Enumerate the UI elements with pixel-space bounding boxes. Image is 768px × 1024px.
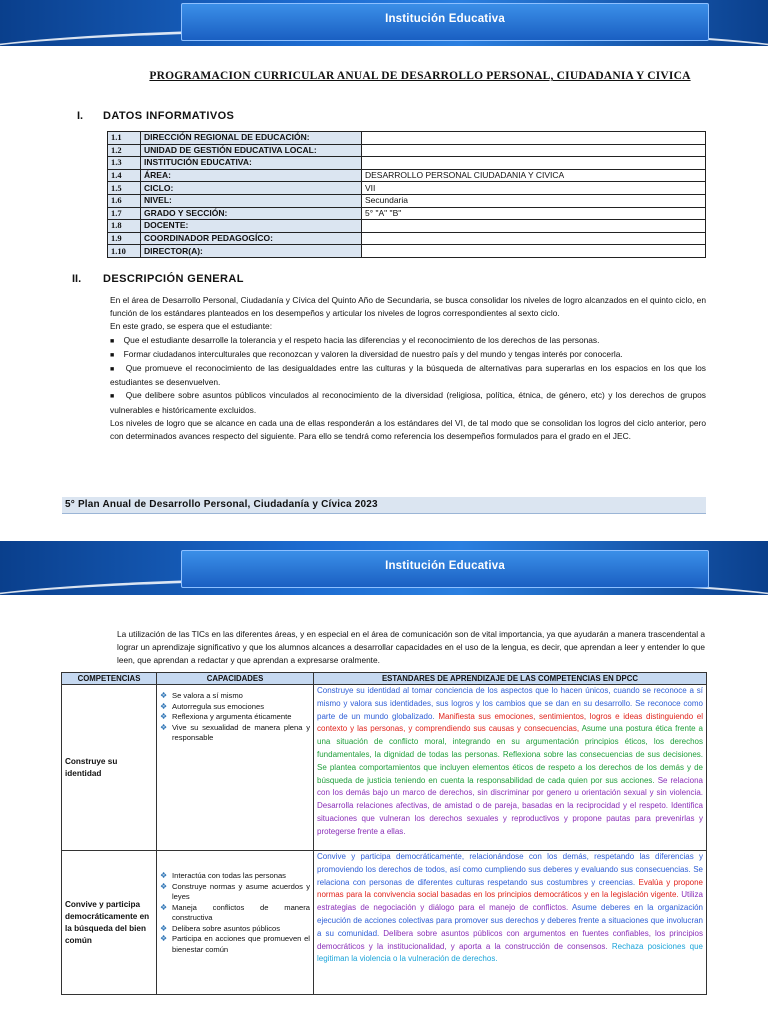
estandar-segment: Asume deberes en la organización ejecución de acciones colectivas para promover sus derechos y deberes frente a situaciones que involucran a su comunidad.: [317, 903, 704, 938]
competencia-cell: Convive y participa democráticamente en la búsqueda del bien común: [62, 851, 157, 995]
square-bullet-icon: ■: [110, 351, 115, 359]
capacidad-text: Interactúa con todas las personas: [172, 871, 286, 880]
info-row: [108, 144, 706, 157]
row-label: NIVEL:: [141, 194, 362, 207]
diamond-bullet-icon: ❖: [160, 881, 168, 891]
description-bullet: [110, 362, 706, 389]
row-number: 1.9: [108, 232, 141, 245]
estandar-segment: Convive y participa democráticamente, relacionándose con los demás, respetando las diferencias y promoviendo los derechos de todos, así como cumpliendo sus deberes y evaluando sus consecuencias. Se relaciona con personas de diferentes culturas respetando sus costumbres y creencias.: [317, 852, 703, 887]
header-banner: [0, 0, 768, 46]
square-bullet-icon: ■: [110, 366, 115, 374]
row-label: GRADO Y SECCIÓN:: [141, 207, 362, 220]
row-value: [362, 144, 706, 157]
diamond-bullet-icon: ❖: [160, 701, 168, 711]
row-label: ÁREA:: [141, 169, 362, 182]
estandar-segment: Manifiesta sus emociones, sentimientos, logros e ideas distinguiendo el contexto y las personas, y comprendiendo sus causas y consecuencias,: [317, 711, 703, 734]
row-number: 1.3: [108, 157, 141, 170]
description-bullets: [110, 334, 706, 417]
estandar-segment: Asume una postura ética frente a una situación de conflicto moral, integrando en su argumentación principios éticos, los derechos fundamentales, la dignidad de todas las personas.: [317, 724, 703, 759]
description-bullet: [110, 348, 706, 362]
square-bullet-icon: ■: [110, 393, 115, 401]
diamond-bullet-icon: ❖: [160, 923, 168, 933]
banner-title-box: [181, 3, 709, 41]
info-row: [108, 245, 706, 258]
row-label: DIRECCIÓN REGIONAL DE EDUCACIÓN:: [141, 132, 362, 145]
capacidad-text: Se valora a sí mismo: [172, 691, 243, 700]
row-number: 1.6: [108, 194, 141, 207]
info-row: [108, 194, 706, 207]
row-label: CICLO:: [141, 182, 362, 195]
diamond-bullet-icon: ❖: [160, 871, 168, 880]
info-row: [108, 207, 706, 220]
capacidad-item: [160, 882, 310, 903]
plan-title: 5° Plan Anual de Desarrollo Personal, Ciudadanía y Cívica 2023: [65, 499, 378, 510]
info-row: [108, 232, 706, 245]
row-value: VII: [362, 182, 706, 195]
bullet-text: Que el estudiante desarrolle la tolerancia y el respeto hacia las diferencias y el reconocimiento de los derechos de las personas.: [123, 334, 600, 345]
estandar-segment: Se relaciona con los demás bajo un marco de derechos, sin discriminar por genero u orientación sexual y sin violencia. Desarrolla relaciones afectivas, de amistad o de pareja, basadas en la reciprocidad y el respeto. Identifica situaciones que vulneran los derechos sexuales y reproductivos y propone pautas para prevenirlas y protegerse frente a ellas.: [317, 775, 703, 836]
description-block: [110, 294, 706, 443]
info-row: [108, 220, 706, 233]
row-number: 1.5: [108, 182, 141, 195]
capacidad-item: [160, 903, 310, 924]
info-row: [108, 132, 706, 145]
banner-title-box: [181, 550, 709, 588]
intro-paragraph: La utilización de las TICs en las diferentes áreas, y en especial en el área de comunicación son de vital importancia, ya que ayudarán a manera trascendental a lograr un aprendizaje significativo y que los alumnos alcances a desarrollar capacidades en el uso de la lengua, es decir, que aprendan a leer y entender lo que leen, que aprendan a redactar y que aprendan a expresarse oralmente.: [117, 629, 705, 666]
bullet-text: Que delibere sobre asuntos públicos vinculados al reconocimiento de la diversidad (religiosa, política, étnica, de género, etc) y los derechos de grupos vulnerables e históricamente excluidos.: [110, 390, 706, 415]
estandar-segment: Delibera sobre asuntos públicos con argumentos en fuentes confiables, los principios democráticos y la institucionalidad, y aporta a la construcción de consensos.: [317, 928, 703, 951]
diamond-bullet-icon: ❖: [160, 902, 168, 912]
row-value: [362, 132, 706, 145]
row-label: COORDINADOR PEDAGOGÍCO:: [141, 232, 362, 245]
row-number: 1.4: [108, 169, 141, 182]
description-paragraph: En este grado, se espera que el estudiante:: [110, 321, 273, 332]
section-number: II.: [72, 273, 82, 285]
row-label: DIRECTOR(A):: [141, 245, 362, 258]
section-title: DESCRIPCIÓN GENERAL: [103, 273, 244, 285]
info-row: [108, 182, 706, 195]
description-paragraph: En el área de Desarrollo Personal, Ciudadanía y Cívica del Quinto Año de Secundaria, se busca consolidar los niveles de logro alcanzados en el quinto ciclo, en función de los estándares planteados en los desempeños y articular los niveles de logros correspondientes al sexto ciclo.: [110, 295, 706, 319]
diamond-bullet-icon: ❖: [160, 712, 168, 721]
capacidad-item: [160, 702, 310, 713]
capacidad-text: Participa en acciones que promueven el bienestar común: [172, 934, 310, 954]
square-bullet-icon: ■: [110, 337, 115, 345]
column-header: CAPACIDADES: [157, 673, 314, 685]
capacidades-cell: [157, 851, 314, 995]
institution-title: Institución Educativa: [385, 560, 505, 572]
capacidad-text: Vive su sexualidad de manera plena y responsable: [172, 722, 310, 742]
capacidad-item: [160, 712, 310, 723]
row-number: 1.10: [108, 245, 141, 258]
description-bullet: [110, 389, 706, 416]
table-header-row: [62, 673, 707, 685]
row-value: Secundaria: [362, 194, 706, 207]
row-label: INSTITUCIÓN EDUCATIVA:: [141, 157, 362, 170]
bullet-text: Formar ciudadanos interculturales que reconozcan y valoren la diversidad de nuestro país y del mundo y tengas interés por conocerla.: [123, 348, 623, 359]
info-row: [108, 169, 706, 182]
row-number: 1.7: [108, 207, 141, 220]
table-row: [62, 685, 707, 851]
row-value: [362, 157, 706, 170]
competencies-table: [61, 672, 707, 995]
row-value: [362, 220, 706, 233]
document-title: PROGRAMACION CURRICULAR ANUAL DE DESARROLLO PERSONAL, CIUDADANIA Y CIVICA: [149, 70, 691, 82]
description-bullet: [110, 334, 706, 348]
capacidad-text: Autorregula sus emociones: [172, 701, 265, 711]
header-banner: [0, 541, 768, 595]
estandar-cell: [314, 685, 707, 851]
capacidad-item: [160, 723, 310, 744]
info-row: [108, 157, 706, 170]
column-header: COMPETENCIAS: [62, 673, 157, 685]
estandar-cell: [314, 851, 707, 995]
row-number: 1.8: [108, 220, 141, 233]
row-number: 1.1: [108, 132, 141, 145]
section-title: DATOS INFORMATIVOS: [103, 110, 235, 122]
estandar-segment: Rechaza posiciones que legitiman la violencia o la vulneración de derechos.: [317, 941, 703, 964]
row-number: 1.2: [108, 144, 141, 157]
capacidad-item: [160, 691, 310, 702]
capacidad-text: Maneja conflictos de manera constructiva: [172, 902, 310, 922]
bullet-text: Que promueve el reconocimiento de las desigualdades entre las culturas y la búsqueda de alternativas para superarlas en los espacios en los que los estudiantes se desenvuelven.: [110, 363, 706, 388]
diamond-bullet-icon: ❖: [160, 722, 168, 732]
capacidades-cell: [157, 685, 314, 851]
estandar-segment: Reflexiona sobre las consecuencias de sus decisiones. Se plantea comportamientos que incluyen elementos éticos de respeto a los derechos de los demás y de búsqueda de justicia teniendo en cuenta la responsabilidad de cada quien por sus acciones.: [317, 749, 703, 785]
description-paragraph: Los niveles de logro que se alcance en cada una de ellas responderán a los estándares del VI, de tal modo que se consolidan los logros del ciclo anterior, pero con determinados avances respecto del siguiente. Para ello se tendrá como referencia los desempeños formulados para el grado en el JEC.: [110, 417, 706, 442]
row-value: DESARROLLO PERSONAL CIUDADANIA Y CIVICA: [362, 169, 706, 182]
estandar-segment: Utiliza estrategias de negociación y diálogo para el manejo de conflictos.: [317, 890, 703, 913]
estandar-segment: Construye su identidad al tomar conciencia de los aspectos que lo hacen únicos, cuando se reconoce a sí mismo y valora sus identidades, sus logros y los cambios que se dan en su desarrollo. Se reconoce como parte de un mundo globalizado.: [317, 686, 703, 721]
diamond-bullet-icon: ❖: [160, 934, 168, 943]
capacidad-text: Reflexiona y argumenta éticamente: [172, 712, 292, 721]
capacidad-item: [160, 924, 310, 935]
plan-title-bar: [62, 497, 706, 514]
capacidad-item: [160, 934, 310, 955]
info-table: [107, 131, 706, 258]
capacidad-item: [160, 871, 310, 882]
row-value: 5° "A" "B": [362, 207, 706, 220]
section-number: I.: [77, 110, 84, 122]
row-value: [362, 245, 706, 258]
table-row: [62, 851, 707, 995]
estandar-segment: Evalúa y propone normas para la convivencia social basadas en los principios democráticos y en la legislación vigente.: [317, 877, 704, 900]
row-value: [362, 232, 706, 245]
row-label: DOCENTE:: [141, 220, 362, 233]
competencia-cell: Construye su identidad: [62, 685, 157, 851]
diamond-bullet-icon: ❖: [160, 691, 168, 700]
column-header: ESTANDARES DE APRENDIZAJE DE LAS COMPETENCIAS EN DPCC: [314, 673, 707, 685]
row-label: UNIDAD DE GESTIÓN EDUCATIVA LOCAL:: [141, 144, 362, 157]
capacidad-text: Delibera sobre asuntos públicos: [172, 923, 281, 933]
capacidad-text: Construye normas y asume acuerdos y leyes: [172, 881, 310, 901]
institution-title: Institución Educativa: [385, 13, 505, 25]
